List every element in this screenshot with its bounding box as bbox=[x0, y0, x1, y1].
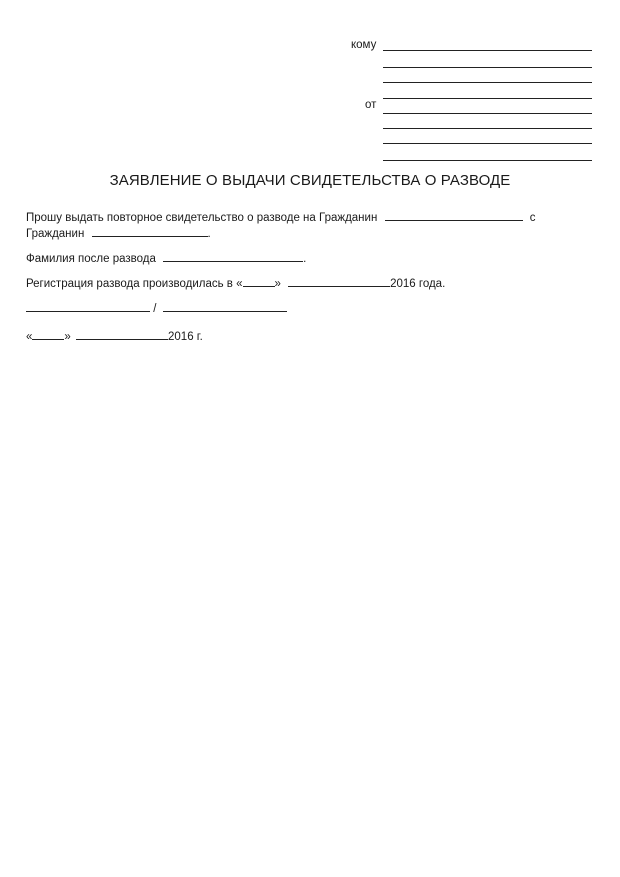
request-with: с bbox=[529, 212, 536, 224]
registration-line bbox=[26, 275, 445, 292]
from-field-line-3[interactable] bbox=[383, 128, 592, 129]
citizen-2-field[interactable] bbox=[92, 225, 208, 237]
to-label: кому bbox=[351, 39, 377, 51]
surname-field[interactable] bbox=[163, 250, 303, 262]
document-title: ЗАЯВЛЕНИЕ О ВЫДАЧИ СВИДЕТЕЛЬСТВА О РАЗВОДЕ bbox=[109, 172, 511, 189]
surname-dot: . bbox=[303, 253, 307, 265]
signature-name-field[interactable] bbox=[163, 300, 287, 312]
from-field-line-2[interactable] bbox=[383, 113, 592, 114]
from-label: от bbox=[365, 99, 377, 111]
registration-year: 2016 года. bbox=[390, 278, 446, 290]
registration-day-field[interactable] bbox=[243, 275, 275, 287]
to-field-line-1[interactable] bbox=[383, 50, 592, 51]
surname-line bbox=[26, 250, 306, 267]
registration-label: Регистрация развода производилась в « bbox=[26, 278, 243, 290]
to-field-line-2[interactable] bbox=[383, 67, 592, 68]
date-line bbox=[26, 328, 203, 345]
registration-month-field[interactable] bbox=[288, 275, 390, 287]
request-line-1 bbox=[26, 209, 535, 226]
signature-separator: / bbox=[153, 303, 157, 315]
from-field-line-5[interactable] bbox=[383, 160, 592, 161]
signature-field[interactable] bbox=[26, 300, 150, 312]
citizen-2-label: Гражданин bbox=[26, 228, 85, 240]
surname-label: Фамилия после развода bbox=[26, 253, 156, 265]
date-quote-open: « bbox=[26, 331, 33, 343]
citizen-2-dot: . bbox=[207, 228, 211, 240]
from-field-line-4[interactable] bbox=[383, 143, 592, 144]
request-line-2 bbox=[26, 225, 211, 242]
from-field-line-1[interactable] bbox=[383, 98, 592, 99]
signature-line bbox=[26, 300, 287, 317]
request-text: Прошу выдать повторное свидетельство о разводе на Гражданин bbox=[26, 212, 378, 224]
date-quote-close: » bbox=[64, 331, 71, 343]
to-field-line-3[interactable] bbox=[383, 82, 592, 83]
date-day-field[interactable] bbox=[32, 328, 64, 340]
registration-quote-close: » bbox=[274, 278, 281, 290]
date-year: 2016 г. bbox=[168, 331, 203, 343]
date-month-field[interactable] bbox=[76, 328, 168, 340]
citizen-1-field[interactable] bbox=[385, 209, 523, 221]
